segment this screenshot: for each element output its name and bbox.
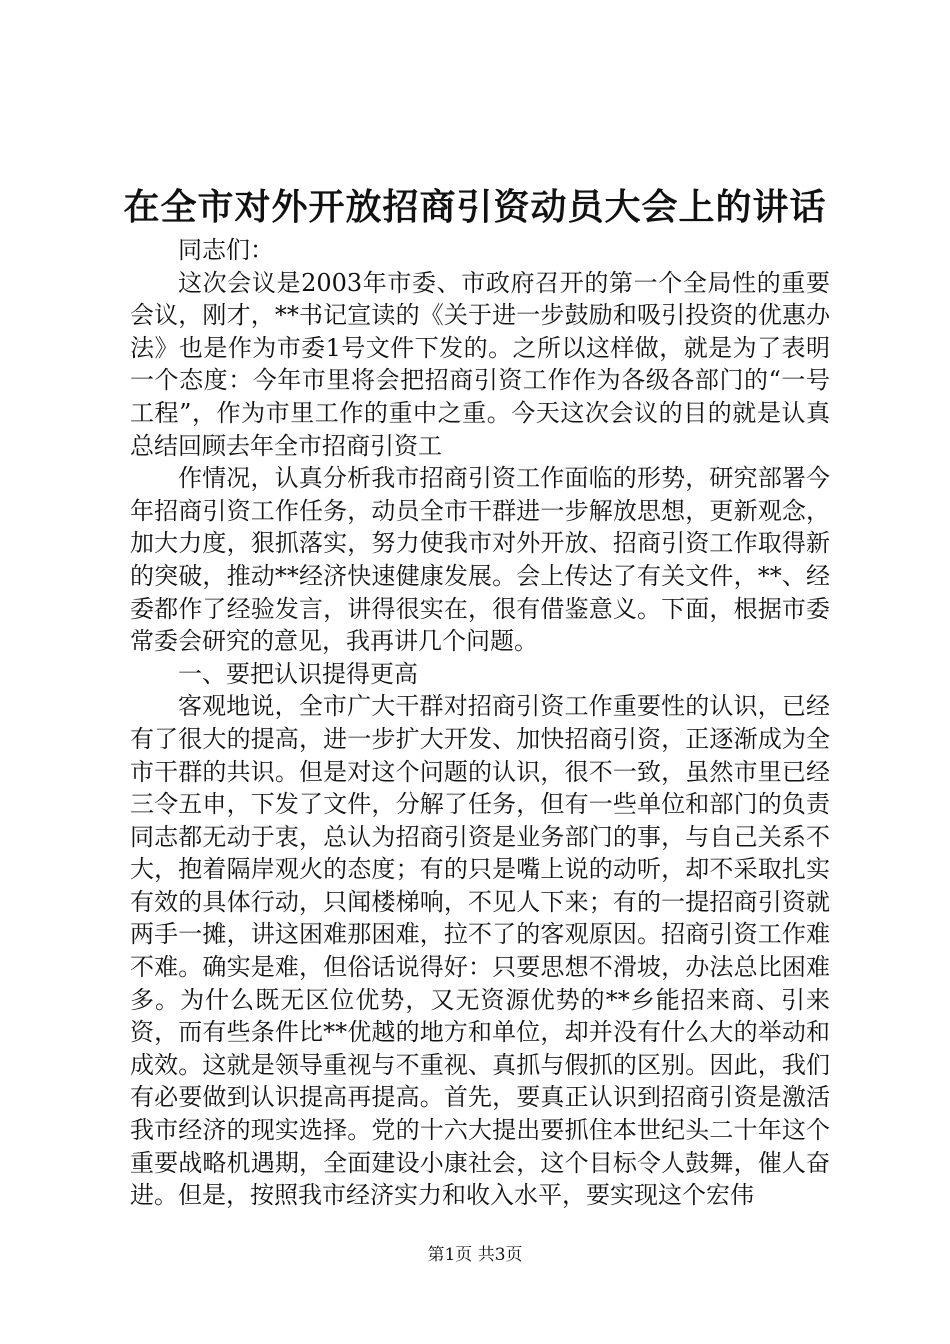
- document-body: [130, 234, 830, 1212]
- paragraph: 作情况，认真分析我市招商引资工作面临的形势，研究部署今年招商引资工作任务，动员全市干群进一步解放思想，更新观念，加大力度，狠抓落实，努力使我市对外开放、招商引资工作取得新的突破，推动**经济快速健康发展。会上传达了有关文件，**、经委都作了经验发言，讲得很实在，很有借鉴意义。下面，根据市委常委会研究的意见，我再讲几个问题。: [130, 464, 830, 656]
- page-footer: 第1页 共3页: [427, 1245, 523, 1265]
- document-title: 在全市对外开放招商引资动员大会上的讲话: [123, 186, 827, 228]
- paragraph: 客观地说，全市广大干群对招商引资工作重要性的认识，已经有了很大的提高，进一步扩大开发、加快招商引资，正逐渐成为全市干群的共识。但是对这个问题的认识，很不一致，虽然市里已经三令五申，下发了文件，分解了任务，但有一些单位和部门的负责同志都无动于衷，总认为招商引资是业务部门的事，与自己关系不大，抱着隔岸观火的态度；有的只是嘴上说的动听，却不采取扎实有效的具体行动，只闻楼梯响，不见人下来；有的一提招商引资就两手一摊，讲这困难那困难，拉不了的客观原因。招商引资工作难不难。确实是难，但俗话说得好：只要思想不滑坡，办法总比困难多。为什么既无区位优势，又无资源优势的**乡能招来商、引来资，而有些条件比**优越的地方和单位，却并没有什么大的举动和成效。这就是领导重视与不重视、真抓与假抓的区别。因此，我们有必要做到认识提高再提高。首先，要真正认识到招商引资是激活我市经济的现实选择。党的十六大提出要抓住本世纪头二十年这个重要战略机遇期，全面建设小康社会，这个目标令人鼓舞，催人奋进。但是，按照我市经济实力和收入水平，要实现这个宏伟: [130, 692, 830, 1210]
- greeting: 同志们：: [178, 236, 274, 264]
- section-heading: 一、要把认识提得更高: [178, 659, 418, 688]
- paragraph: 这次会议是2003年市委、市政府召开的第一个全局性的重要会议，刚才，**书记宣读的《关于进一步鼓励和吸引投资的优惠办法》也是作为市委1号文件下发的。之所以这样做，就是为了表明一个态度：今年市里将会把招商引资工作作为各级各部门的“一号工程”，作为市里工作的重中之重。今天这次会议的目的就是认真总结回顾去年全市招商引资工: [130, 268, 830, 460]
